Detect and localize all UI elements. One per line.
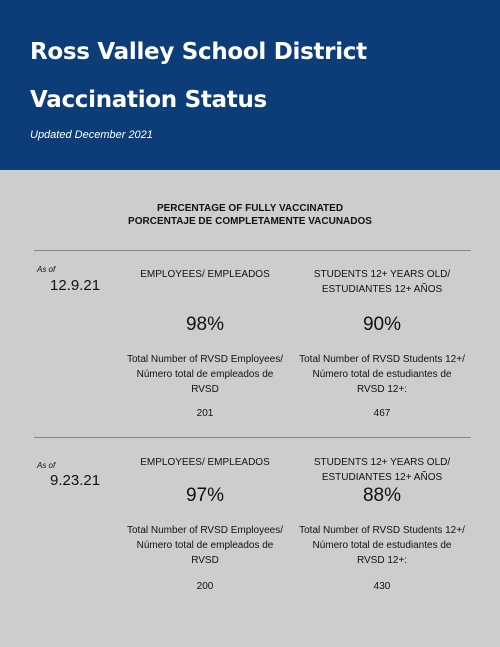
employees-count: 200 [196,581,214,592]
divider [34,437,471,438]
students-desc-line2: Número total de estudiantes de [312,540,452,551]
page-title: Ross Valley School District [30,39,367,65]
employees-count: 201 [196,408,214,419]
employees-heading: EMPLOYEES/ EMPLEADOS [140,457,270,468]
students-count: 430 [373,581,391,592]
students-heading-line2: ESTUDIANTES 12+ AÑOS [321,284,443,295]
students-desc-line3: RVSD 12+: [356,555,408,566]
employees-percent: 98% [185,314,225,335]
students-desc-line2: Número total de estudiantes de [312,369,452,380]
students-percent: 88% [362,485,402,506]
record-date: 9.23.21 [50,472,101,489]
employees-desc-line3: RVSD [191,555,219,566]
students-desc-line1: Total Number of RVSD Students 12+/ [299,354,465,365]
as-of-label: As of [37,461,56,470]
section-heading-spanish: PORCENTAJE DE COMPLETAMENTE VACUNADOS [128,216,372,227]
students-heading-line2: ESTUDIANTES 12+ AÑOS [321,472,443,483]
students-count: 467 [373,408,391,419]
students-heading-line1: STUDENTS 12+ YEARS OLD/ [313,457,451,468]
employees-desc-line1: Total Number of RVSD Employees/ [127,525,283,536]
page-subtitle: Vaccination Status [30,87,267,113]
section-heading-english: PERCENTAGE OF FULLY VACCINATED [156,203,344,214]
employees-desc-line1: Total Number of RVSD Employees/ [127,354,283,365]
employees-heading: EMPLOYEES/ EMPLEADOS [140,269,270,280]
employees-desc-line2: Número total de empleados de [136,540,274,551]
students-desc-line1: Total Number of RVSD Students 12+/ [299,525,465,536]
as-of-label: As of [37,265,56,274]
students-percent: 90% [362,314,402,335]
employees-desc-line3: RVSD [191,384,219,395]
employees-desc-line2: Número total de empleados de [136,369,274,380]
divider [34,250,471,251]
updated-date: Updated December 2021 [30,129,153,141]
record-date: 12.9.21 [50,277,101,294]
students-heading-line1: STUDENTS 12+ YEARS OLD/ [313,269,451,280]
page-header [0,0,500,170]
employees-percent: 97% [185,485,225,506]
students-desc-line3: RVSD 12+: [356,384,408,395]
